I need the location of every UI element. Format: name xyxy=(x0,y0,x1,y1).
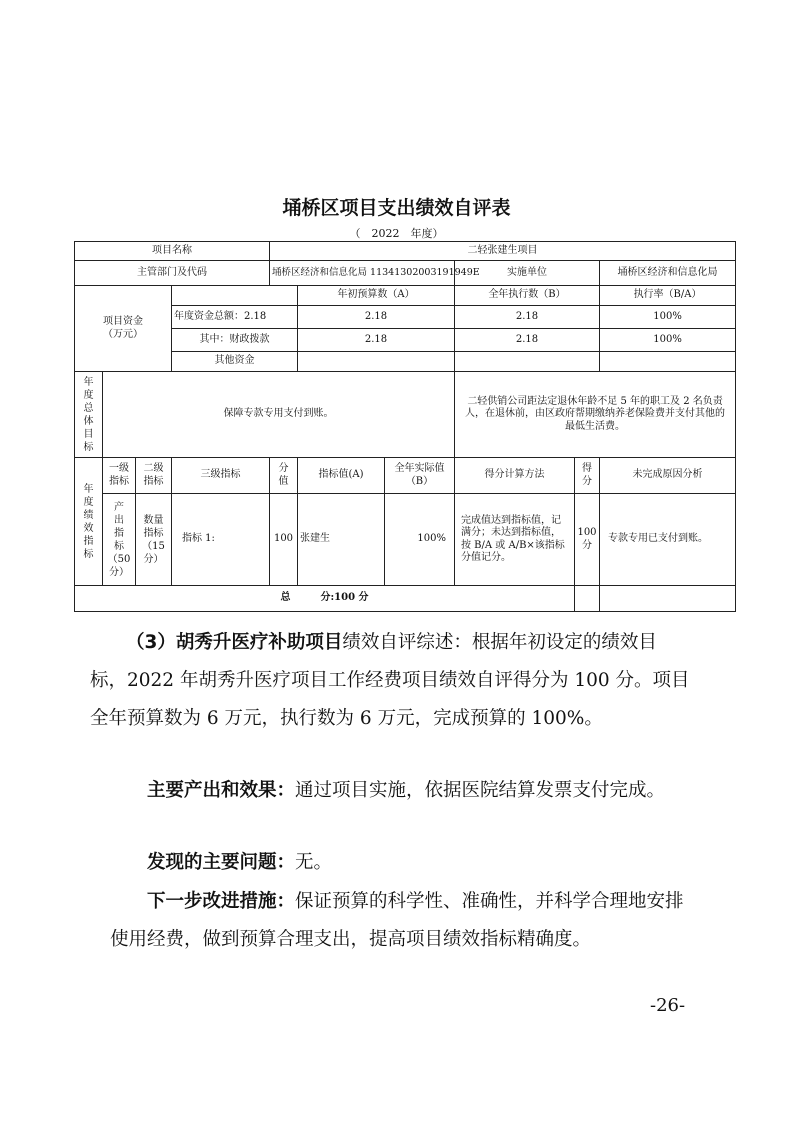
funds-row-rate: 100% xyxy=(600,329,736,352)
data-method: 完成值达到指标值，记满分；未达到指标值，按 B/A 或 A/B×该指标分值记分。 xyxy=(455,494,575,586)
paragraph-text: 绩效自评综述：根据年初设定的绩效目标，2022 年胡秀升医疗项目工作经费项目绩效自评得分为 100 分。项目全年预算数为 6 万元，执行数为 6 万元，完成预算的 100%。 xyxy=(90,632,690,729)
page-number: -26- xyxy=(650,995,686,1016)
data-got: 100 分 xyxy=(575,494,600,586)
indicator-label: 年 度 绩 效 指 标 xyxy=(75,458,103,586)
funds-row-budget xyxy=(298,352,455,372)
paragraph-output xyxy=(73,772,690,810)
funds-row-budget: 2.18 xyxy=(298,306,455,329)
dept-value: 埇桥区经济和信息化局 1134130200319194​9E xyxy=(270,261,455,286)
data-level1: 产 出 指 标 （50 分） xyxy=(103,494,136,586)
dept-label: 主管部门及代码 xyxy=(75,261,270,286)
funds-row-exec: 2.18 xyxy=(455,306,600,329)
paragraph-summary xyxy=(90,624,690,738)
header-got: 得 分 xyxy=(575,458,600,494)
project-name-value: 二轻张建生项目 xyxy=(270,242,736,261)
paragraph-text: 保证预算的科学性、准确性，并科学合理地安排使用经费，做到预算合理支出，提高项目绩效指标精确度。 xyxy=(110,891,684,950)
performance-table xyxy=(74,241,736,612)
paragraph-next-steps xyxy=(110,883,690,959)
paragraph-heading: （3）胡秀升医疗补助项目 xyxy=(126,632,343,653)
funds-row-exec: 2.18 xyxy=(455,329,600,352)
funds-row-rate: 100% xyxy=(600,306,736,329)
header-method: 得分计算方法 xyxy=(455,458,575,494)
header-level3: 三级指标 xyxy=(172,458,270,494)
funds-row-exec xyxy=(455,352,600,372)
total-score: 总 分:100 分 xyxy=(75,586,575,612)
data-reason: 专款专用已支付到账。 xyxy=(600,494,736,586)
year-line: （ 2022 年度） xyxy=(349,227,444,240)
col-rate: 执行率（B/A） xyxy=(600,286,736,306)
goal-label: 年 度 总 体 目 标 xyxy=(75,372,103,458)
data-actual: 100% xyxy=(385,494,455,586)
col-budget: 年初预算数（A） xyxy=(298,286,455,306)
impl-value: 埇桥区经济和信息化局 xyxy=(600,261,736,286)
funds-row-budget: 2.18 xyxy=(298,329,455,352)
header-level2: 二级 指标 xyxy=(136,458,172,494)
data-level2: 数量 指标 （15 分） xyxy=(136,494,172,586)
header-reason: 未完成原因分析 xyxy=(600,458,736,494)
data-target: 张建生 xyxy=(298,494,385,586)
impl-label: 实施单位 xyxy=(455,261,600,286)
paragraph-heading: 主要产出和效果： xyxy=(147,780,296,801)
paragraph-text: 无。 xyxy=(295,852,333,873)
data-score: 100 xyxy=(270,494,298,586)
funds-row-label: 其中：财政拨款 xyxy=(172,329,298,352)
funds-row-label: 年度资金总额：2.18 xyxy=(172,306,298,329)
paragraph-heading: 下一步改进措施： xyxy=(147,891,296,912)
header-target: 指标值(A) xyxy=(298,458,385,494)
goal-expected: 保障专款专用支付到账。 xyxy=(103,372,455,458)
goal-actual: 二轻供销公司距法定退休年龄不足 5 年的职工及 2 名负责人，在退休前，由区政府帮期缴纳养老保险费并支付其他的最低生活费。 xyxy=(455,372,736,458)
header-actual: 全年实际值 （B） xyxy=(385,458,455,494)
paragraph-text: 通过项目实施，依据医院结算发票支付完成。 xyxy=(295,780,666,801)
header-score: 分 值 xyxy=(270,458,298,494)
funds-row-label: 其他资金 xyxy=(172,352,298,372)
paragraph-problems xyxy=(147,844,687,882)
header-level1: 一级 指标 xyxy=(103,458,136,494)
page-title: 埇桥区项目支出绩效自评表 xyxy=(282,197,511,219)
funds-row-rate xyxy=(600,352,736,372)
data-level3: 指标 1: xyxy=(172,494,270,586)
col-exec: 全年执行数（B） xyxy=(455,286,600,306)
project-name-label: 项目名称 xyxy=(75,242,270,261)
paragraph-heading: 发现的主要问题： xyxy=(147,852,296,873)
funds-label: 项目资金 （万元） xyxy=(75,286,172,372)
